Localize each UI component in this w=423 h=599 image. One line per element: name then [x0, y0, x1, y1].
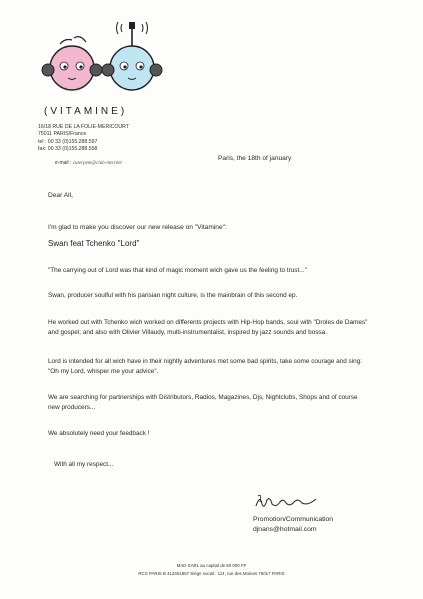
logo-pink-ear-right — [90, 64, 102, 76]
address-line-1: 16/18 RUE DE LA FOLIE-MERICOURT — [38, 124, 129, 130]
signoff-title: Promotion/Communication — [253, 516, 334, 523]
footer-line-2: RCS PARIS B 413451857 Siège social : 114, rue des Moines 75017 PARIS — [138, 571, 285, 576]
letterhead-address — [38, 124, 129, 154]
letter-date: Paris, the 18th of january — [218, 155, 292, 162]
logo-blue-ear-right — [150, 64, 162, 76]
email-value: cuterpem@club-internet — [72, 161, 122, 166]
partners-paragraph: We are searching for partnerships with Distributors, Radios, Magazines, Djs, Nightclubs, Shops and of course new producers... — [48, 394, 358, 411]
quote-paragraph: "The carrying out of Lord was that kind of magic moment wich gave us the feeling to trust..." — [48, 267, 307, 274]
swan-paragraph: Swan, producer soulful with his parisian night culture, is the mainbrain of this second ep. — [48, 292, 298, 299]
address-line-2: 75011 PARIS/France — [38, 131, 87, 138]
footer-line-1: MAD SARL au capital de 50 000 FF — [176, 563, 247, 568]
tchenko-paragraph: He worked out with Tchenko wich worked on differents projects with Hip-Hop bands, soul with "Droles de Dames" and gospel; and also with Olivier Villaudy, multi-instrumentalist, inspired by jazz sounds and bossa. — [48, 319, 368, 336]
email-label: e-mail : — [55, 160, 72, 166]
closing-line: With all my respect... — [54, 461, 114, 468]
greeting: Dear All, — [48, 192, 73, 199]
vitamine-logo — [30, 16, 180, 108]
feedback-paragraph: We absolutely need your feedback ! — [48, 430, 150, 437]
fax-line: fax: 00 33 (0)155.288.598 — [38, 146, 98, 153]
logo-blue-ear-left — [102, 64, 114, 76]
release-title: Swan feat Tchenko "Lord" — [48, 239, 140, 248]
handwritten-signature — [252, 490, 322, 512]
logo-pink-face — [50, 46, 94, 90]
email-line — [55, 160, 122, 166]
lord-paragraph: Lord is intended for all wich have in their nightly adventures met some bad spirits, take some courage and sing: "Oh my Lord, whisper me your advice". — [48, 358, 363, 375]
tel-line: tel : 00 33 (0)155.288.597 — [38, 138, 98, 145]
signoff-block — [253, 515, 333, 535]
logo-blue-face — [110, 46, 154, 90]
intro-paragraph: I'm glad to make you discover our new release on "Vitamine": — [48, 224, 227, 231]
signoff-email: djnans@hotmail.com — [253, 526, 317, 533]
brand-name: (VITAMINE) — [44, 106, 128, 117]
logo-pink-ear-left — [42, 64, 54, 76]
